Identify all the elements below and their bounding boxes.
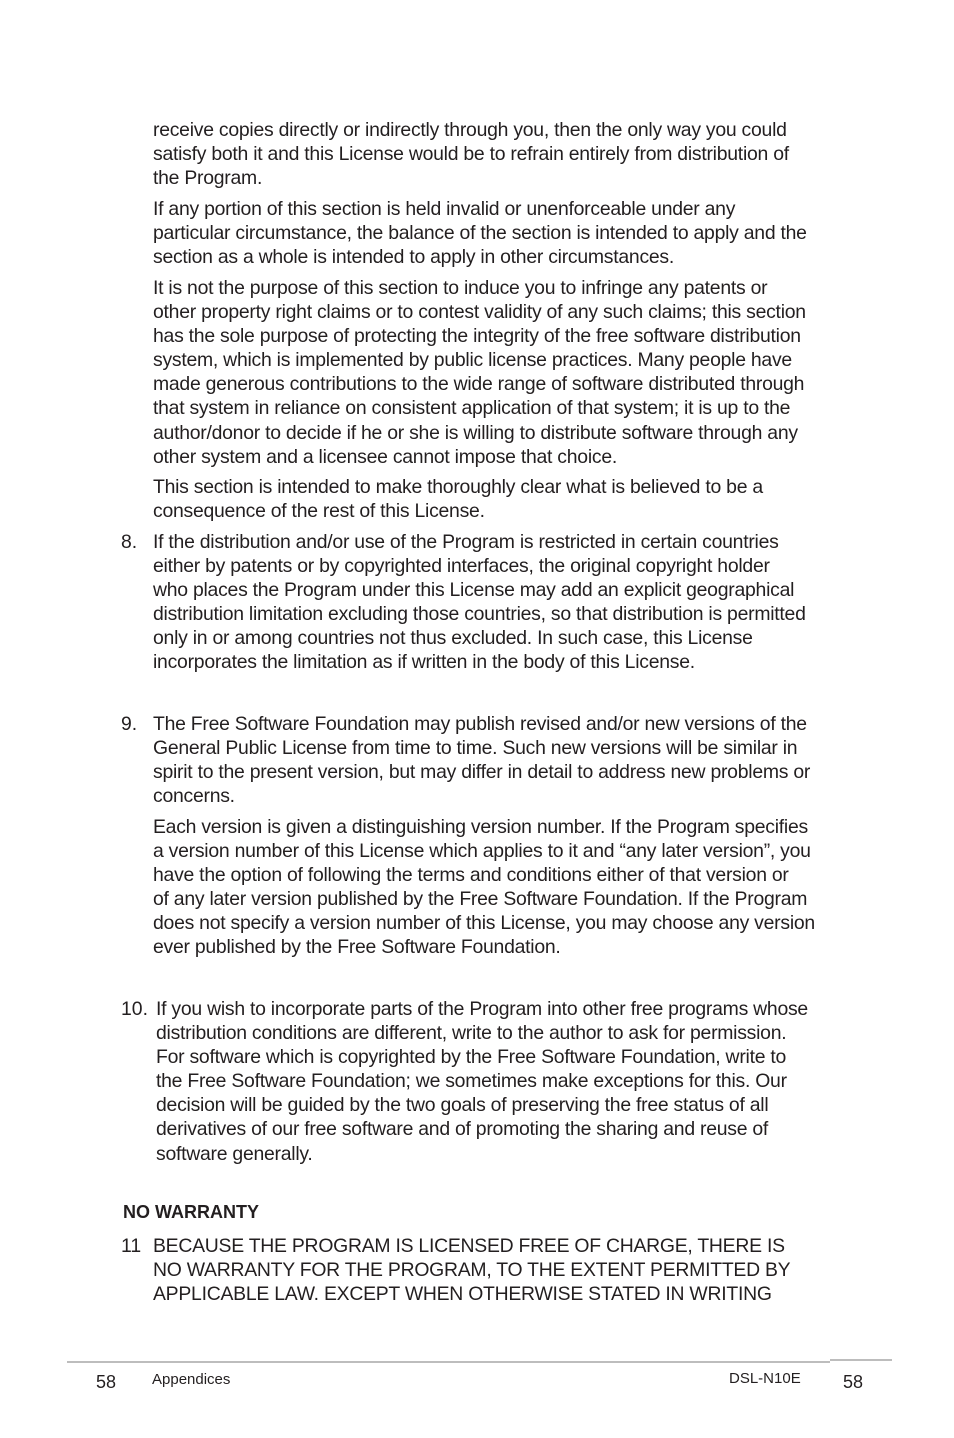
- page-number-left: 58: [96, 1372, 117, 1392]
- text-line: If the distribution and/or use of the Program is restricted in certain countries: [153, 531, 779, 553]
- text-line: If you wish to incorporate parts of the Program into other free programs whose: [156, 998, 808, 1020]
- paragraph: [153, 712, 843, 808]
- footer-rule: [67, 1361, 830, 1363]
- paragraph: [153, 530, 843, 675]
- item-number: 9.: [121, 713, 138, 735]
- text-line: consequence of the rest of this License.: [153, 500, 485, 523]
- paragraph: [153, 197, 843, 269]
- text-line: has the sole purpose of protecting the integrity of the free software distribution: [153, 325, 801, 348]
- footer-section-label: Appendices: [152, 1371, 231, 1388]
- text-line: only in or among countries not thus excluded. In such case, this License: [153, 627, 753, 650]
- text-line: spirit to the present version, but may differ in detail to address new problems or: [153, 761, 811, 784]
- text-line: derivatives of our free software and of promoting the sharing and reuse of: [156, 1118, 769, 1141]
- text-line: does not specify a version number of this License, you may choose any version: [153, 912, 815, 935]
- footer-rule: [830, 1359, 892, 1361]
- text-line: distribution conditions are different, write to the author to ask for permission.: [156, 1022, 787, 1045]
- text-line: incorporates the limitation as if written in the body of this License.: [153, 651, 695, 674]
- paragraph: [153, 276, 843, 469]
- paragraph: [153, 815, 843, 960]
- text-line: author/donor to decide if he or she is willing to distribute software through any: [153, 421, 798, 444]
- paragraph: [156, 997, 846, 1166]
- text-line: who places the Program under this License may add an explicit geographical: [153, 579, 795, 602]
- text-line: APPLICABLE LAW. EXCEPT WHEN OTHERWISE STATED IN WRITING: [153, 1283, 772, 1306]
- text-line: BECAUSE THE PROGRAM IS LICENSED FREE OF CHARGE, THERE IS: [153, 1235, 785, 1257]
- text-line: system, which is implemented by public license practices. Many people have: [153, 349, 792, 372]
- text-line: software generally.: [156, 1142, 313, 1165]
- text-line: distribution limitation excluding those countries, so that distribution is permitted: [153, 603, 806, 626]
- text-line: have the option of following the terms and conditions either of that version or: [153, 864, 789, 887]
- section-heading: NO WARRANTY: [123, 1202, 259, 1222]
- footer-model-label: DSL-N10E: [729, 1370, 801, 1387]
- item-number: 8.: [121, 531, 138, 553]
- text-line: decision will be guided by the two goals of preserving the free status of all: [156, 1094, 769, 1117]
- text-line: ever published by the Free Software Foundation.: [153, 936, 561, 959]
- text-line: concerns.: [153, 785, 235, 808]
- text-line: of any later version published by the Free Software Foundation. If the Program: [153, 888, 808, 911]
- paragraph: [153, 118, 843, 190]
- text-line: that system in reliance on consistent application of that system; it is up to the: [153, 397, 791, 420]
- text-line: section as a whole is intended to apply in other circumstances.: [153, 246, 675, 269]
- text-line: If any portion of this section is held invalid or unenforceable under any: [153, 198, 736, 220]
- text-line: other system and a licensee cannot impose that choice.: [153, 445, 617, 468]
- text-line: other property right claims or to contest validity of any such claims; this section: [153, 301, 806, 324]
- text-line: satisfy both it and this License would be to refrain entirely from distribution of: [153, 143, 789, 166]
- text-line: receive copies directly or indirectly through you, then the only way you could: [153, 119, 787, 141]
- text-line: the Program.: [153, 167, 263, 190]
- paragraph: [153, 475, 843, 523]
- text-line: It is not the purpose of this section to induce you to infringe any patents or: [153, 277, 768, 299]
- text-line: For software which is copyrighted by the Free Software Foundation, write to: [156, 1046, 787, 1069]
- text-line: made generous contributions to the wide range of software distributed through: [153, 373, 805, 396]
- text-line: NO WARRANTY FOR THE PROGRAM, TO THE EXTENT PERMITTED BY: [153, 1259, 791, 1282]
- text-line: The Free Software Foundation may publish revised and/or new versions of the: [153, 713, 807, 735]
- text-line: This section is intended to make thoroughly clear what is believed to be a: [153, 476, 763, 498]
- paragraph: [153, 1234, 843, 1306]
- text-line: either by patents or by copyrighted interfaces, the original copyright holder: [153, 555, 770, 578]
- page-number-right: 58: [843, 1372, 864, 1392]
- text-line: particular circumstance, the balance of the section is intended to apply and the: [153, 222, 807, 245]
- text-line: the Free Software Foundation; we sometimes make exceptions for this. Our: [156, 1070, 787, 1093]
- item-number: 10.: [121, 998, 148, 1020]
- text-line: General Public License from time to time. Such new versions will be similar in: [153, 737, 798, 760]
- text-line: a version number of this License which applies to it and “any later version”, you: [153, 840, 811, 863]
- text-line: Each version is given a distinguishing version number. If the Program specifies: [153, 816, 808, 838]
- item-number: 11: [121, 1235, 142, 1257]
